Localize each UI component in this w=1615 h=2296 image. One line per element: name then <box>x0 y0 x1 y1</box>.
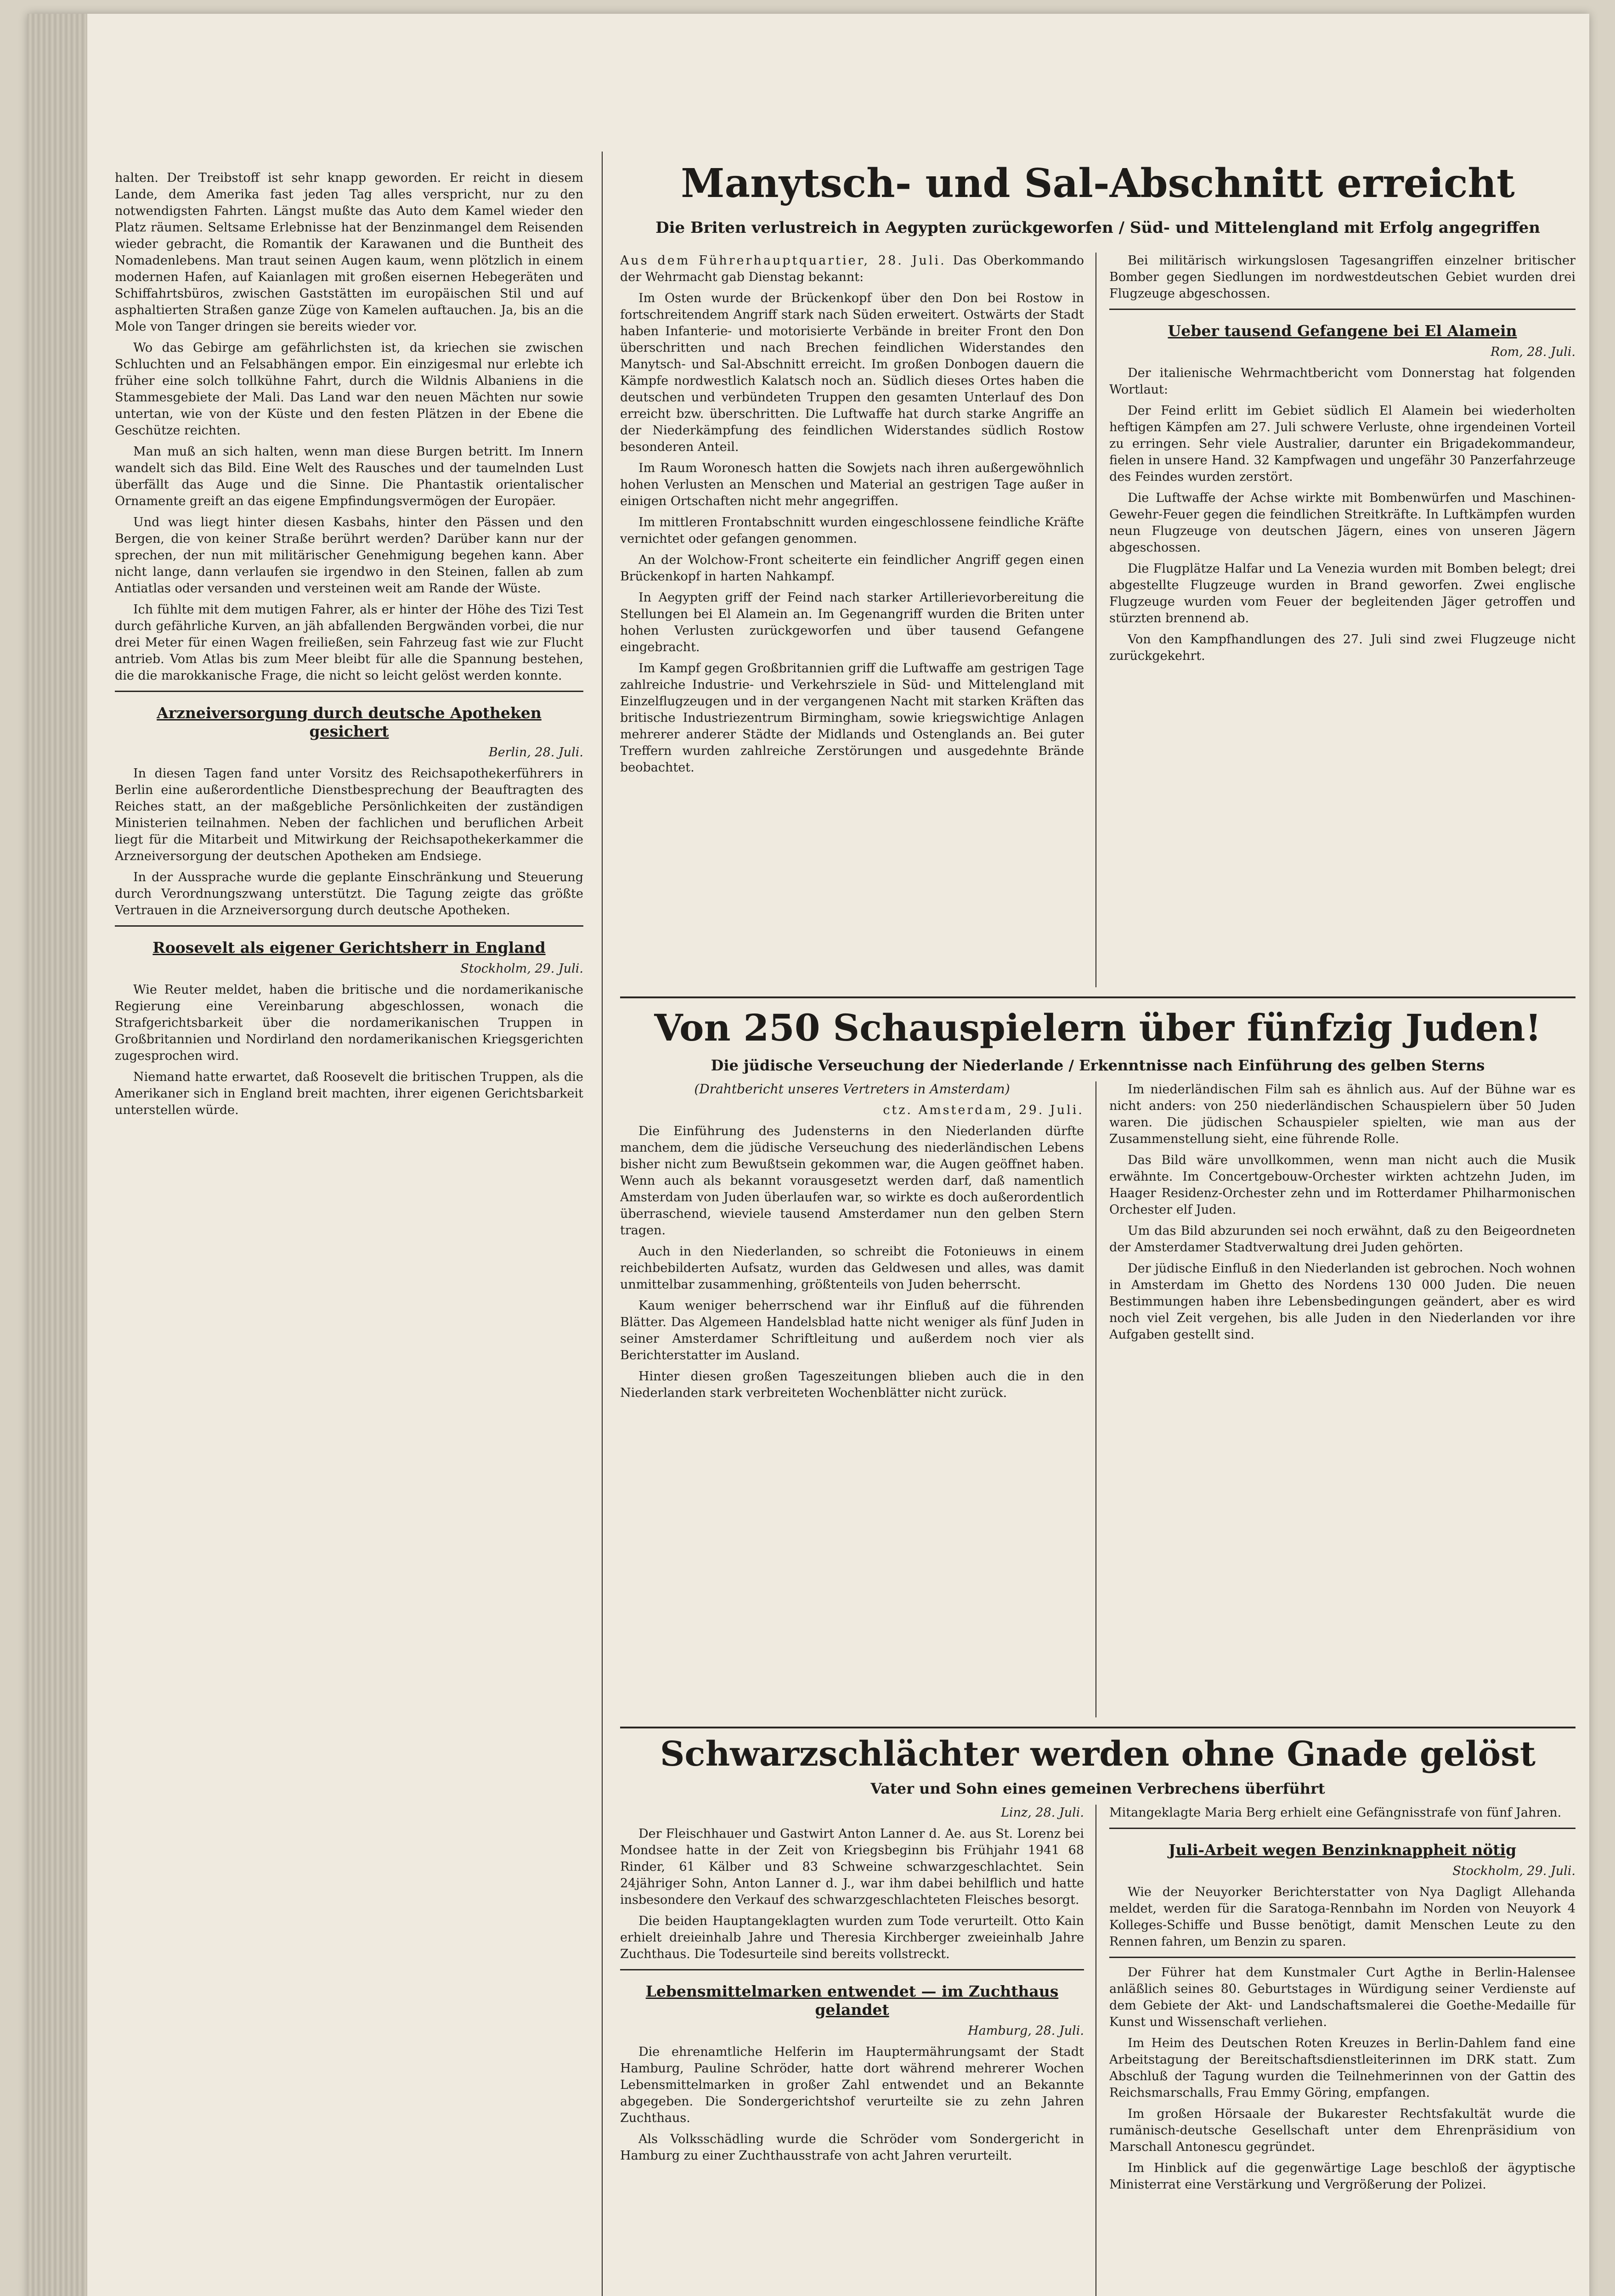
juli-headline: Juli-Arbeit wegen Benzinknappheit nötig <box>1168 1841 1517 1859</box>
news-note: Im großen Hörsaale der Bukarester Rechtsfakultät wurde die rumänisch-deutsche Gesellschaft unter dem Ehrenpräsidium von Marschall Antonescu gegründet. <box>1109 2107 1575 2154</box>
divider <box>620 1969 1084 1970</box>
left-paragraph: Man muß an sich halten, wenn man diese Burgen betritt. Im Innern wandelt sich das Bild. Eine Welt des Rausches und der taumelnden Lust überfällt das Auge und die Sinne. Die Phantastik orientalischer Ornamente greift an das eigene Empfindungsvermögen der Europäer. <box>115 445 583 508</box>
juli-dateline: Stockholm, 29. Juli. <box>1452 1864 1575 1878</box>
divider <box>1109 1957 1575 1958</box>
divider <box>1109 309 1575 310</box>
column-rule <box>1095 1081 1096 1717</box>
main-paragraph: Das Oberkommando der Wehrmacht gab Dienstag bekannt: <box>620 253 1084 284</box>
lebensmittel-dateline: Hamburg, 28. Juli. <box>968 2024 1084 2038</box>
column-rule <box>602 152 603 2296</box>
divider <box>115 691 583 692</box>
schwarz-paragraph: Mitangeklagte Maria Berg erhielt eine Gefängnisstrafe von fünf Jahren. <box>1109 1806 1562 1820</box>
schwarz-column <box>620 1805 1084 2296</box>
divider <box>1109 1828 1575 1829</box>
juden-paragraph: Die Einführung des Judensterns in den Niederlanden dürfte manchem, dem die jüdische Verseuchung des niederländischen Lebens bisher nicht zum Bewußtsein gekommen war, die Augen geöffnet haben. Wenn auch als bekannt vorausgesetzt werden darf, daß namentlich Amsterdam von Juden überlaufen war, so wirkte es doch außerordentlich überraschend, wieviele tausend Amsterdamer nun den gelben Stern tragen. <box>620 1124 1084 1238</box>
main-dateline: Aus dem Führerhauptquartier, 28. Juli. <box>620 253 946 268</box>
main-paragraph: Bei militärisch wirkungslosen Tagesangriffen einzelner britischer Bomber gegen Siedlungen im nordwestdeutschen Gebiet wurden drei Flugzeuge abgeschossen. <box>1109 253 1575 301</box>
main-headline: Manytsch- und Sal-Abschnitt erreicht <box>681 160 1515 207</box>
roosevelt-paragraph: Niemand hatte erwartet, daß Roosevelt die britischen Truppen, als die Amerikaner sich in England breit machten, ihrer eigenen Gerichtsbarkeit unterstellen würde. <box>115 1070 583 1117</box>
main-subheadline: Die Briten verlustreich in Aegypten zurückgeworfen / Süd- und Mittelengland mit Erfolg angegriffen <box>655 219 1540 237</box>
juden-paragraph: Das Bild wäre unvollkommen, wenn man nicht auch die Musik erwähnte. Im Concertgebouw-Orchester wirkten achtzehn Juden, im Haager Residenz-Orchester zehn und im Rotterdamer Philharmonischen Orchester elf Juden. <box>1109 1153 1575 1217</box>
alamein-paragraph: Die Luftwaffe der Achse wirkte mit Bombenwürfen und Maschinen-Gewehr-Feuer gegen die feindlichen Streitkräfte. In Luftkämpfen wurden neun Flugzeuge von deutschen Jägern, eines von unseren Jägern abgeschossen. <box>1109 491 1575 555</box>
roosevelt-paragraph: Wie Reuter meldet, haben die britische und die nordamerikanische Regierung eine Vereinbarung abgeschlossen, wonach die Strafgerichtsbarkeit über die nordamerikanischen Truppen in Großbritannien und Nordirland den nordamerikanischen Kriegsgerichten zugesprochen wird. <box>115 983 583 1063</box>
juden-paragraph: Hinter diesen großen Tageszeitungen blieben auch die in den Niederlanden stark verbreiteten Wochenblätter nicht zurück. <box>620 1369 1084 1400</box>
alamein-paragraph: Die Flugplätze Halfar und La Venezia wurden mit Bomben belegt; drei abgestellte Flugzeuge wurden in Brand geworfen. Zwei englische Flugzeuge wurden vom Feuer der begleitenden Jäger getroffen und stürzten brennend ab. <box>1109 562 1575 625</box>
news-note: Im Heim des Deutschen Roten Kreuzes in Berlin-Dahlem fand eine Arbeitstagung der Bereitschaftsdienstleiterinnen im DRK statt. Zum Abschluß der Tagung wurden die Teilnehmerinnen von der Gattin des Reichsmarschalls, Frau Emmy Göring, empfangen. <box>1109 2036 1575 2100</box>
roosevelt-headline: Roosevelt als eigener Gerichtsherr in England <box>152 939 546 957</box>
left-paragraph: Wo das Gebirge am gefährlichsten ist, da kriechen sie zwischen Schluchten und an Felsabhängen empor. Ein einzigesmal nur erlebte ich früher eine solch tollkühne Fahrt, durch die Wildnis Albaniens in die Stammesgebiete der Mali. Das Land war den neuen Mächten nur sowie untertan, wie von der Küste und den festen Plätzen in der Ebene die Geschütze reichten. <box>115 341 583 438</box>
main-paragraph: Im Raum Woronesch hatten die Sowjets nach ihren außergewöhnlich hohen Verlusten an Menschen und Material an gestrigen Tage außer in einigen Ortschaften nicht mehr angegriffen. <box>620 461 1084 508</box>
left-paragraph: halten. Der Treibstoff ist sehr knapp geworden. Er reicht in diesem Lande, dem Amerika fast jeden Tag alles verspricht, nur zu den notwendigsten Fahrten. Längst mußte das Auto dem Kamel wieder den Platz räumen. Seltsame Erlebnisse hat der Benzinmangel dem Reisenden wieder gebracht, die Romantik der Karawanen und die Buntheit des Nomadenlebens. Man traut seinen Augen kaum, wenn plötzlich in einem modernen Hafen, auf Kaianlagen mit großen eisernen Hebegeräten und Schiffahrtsbüros, zwischen Gaststätten im europäischen Stil und auf asphaltierten Straßen ganze Züge von Kamelen auftauchen. Ja, bis an die Mole von Tanger dringen sie bereits wieder vor. <box>115 171 583 334</box>
left-paragraph: Ich fühlte mit dem mutigen Fahrer, als er hinter der Höhe des Tizi Test durch gefährliche Kurven, an jäh abfallenden Bergwänden vorbei, die nur drei Meter für einen Wagen freiließen, sein Fahrzeug fast wie zur Flucht antrieb. Vom Atlas bis zum Meer bleibt für alle die Spannung bestehen, die die marokkanische Frage, die nicht so leicht gelöst werden konnte. <box>115 602 583 683</box>
alamein-paragraph: Der Feind erlitt im Gebiet südlich El Alamein bei wiederholten heftigen Kämpfen am 27. Juli schwere Verluste, ohne irgendeinen Vorteil zu erringen. Sehr viele Australier, darunter ein Brigadekommandeur, fielen in unsere Hand. 32 Kampfwagen und ungefähr 30 Panzerfahrzeuge des Feindes wurden zerstört. <box>1109 404 1575 484</box>
right-bottom-column <box>1109 1805 1575 2296</box>
roosevelt-dateline: Stockholm, 29. Juli. <box>460 962 583 976</box>
schwarz-subheadline: Vater und Sohn eines gemeinen Verbrechens überführt <box>870 1780 1325 1797</box>
juden-paragraph: Um das Bild abzurunden sei noch erwähnt, daß zu den Beigeordneten der Amsterdamer Stadtverwaltung drei Juden gehörten. <box>1109 1224 1575 1255</box>
schwarz-paragraph: Die beiden Hauptangeklagten wurden zum Tode verurteilt. Otto Kain erhielt dreieinhalb Jahre und Theresia Kirchberger zweieinhalb Jahre Zuchthaus. Die Todesurteile sind bereits vollstreckt. <box>620 1914 1084 1961</box>
news-note: Der Führer hat dem Kunstmaler Curt Agthe in Berlin-Halensee anläßlich seines 80. Geburtstages in Würdigung seiner Verdienste auf dem Gebiete der Akt- und Landschaftsmalerei die Goethe-Medaille für Kunst und Wissenschaft verliehen. <box>1109 1965 1575 2029</box>
main-paragraph: Im Kampf gegen Großbritannien griff die Luftwaffe am gestrigen Tage zahlreiche Industrie- und Verkehrsziele in Süd- und Mittelengland mit Einzelflugzeugen und in der vergangenen Nacht mit starken Kräften das britische Industriezentrum Birmingham, sowie kriegswichtige Anlagen mehrerer anderer Städte der Midlands und Ostenglands an. Bei guter Treffern wurden zahlreiche Zerstörungen und ausgedehnte Brände beobachtet. <box>620 661 1084 775</box>
section-rule <box>620 1727 1575 1728</box>
main-paragraph: An der Wolchow-Front scheiterte ein feindlicher Angriff gegen einen Brückenkopf in harten Nahkampf. <box>620 553 1084 584</box>
schwarz-headline: Schwarzschlächter werden ohne Gnade gelöst <box>660 1734 1536 1774</box>
main-paragraph: Im mittleren Frontabschnitt wurden eingeschlossene feindliche Kräfte vernichtet oder gefangen genommen. <box>620 515 1084 546</box>
lebensmittel-paragraph: Die ehrenamtliche Helferin im Hauptermährungsamt der Stadt Hamburg, Pauline Schröder, hatte dort während mehrerer Wochen Lebensmittelmarken in großer Zahl entwendet und an Bekannte abgegeben. Die Sondergerichtshof verurteilte sie zu zehn Jahren Zuchthaus. <box>620 2045 1084 2125</box>
page-binding <box>28 14 87 2296</box>
main-story-column-1 <box>620 253 1084 987</box>
column-rule <box>1095 1805 1096 2296</box>
juden-paragraph: Kaum weniger beherrschend war ihr Einfluß auf die führenden Blätter. Das Algemeen Handelsblad hatte nicht weniger als fünf Juden in seiner Amsterdamer Schriftleitung und außerdem noch vier als Berichterstatter im Ausland. <box>620 1299 1084 1362</box>
juden-subheadline: Die jüdische Verseuchung der Niederlande / Erkenntnisse nach Einführung des gelben Sterns <box>711 1057 1485 1074</box>
apotheken-dateline: Berlin, 28. Juli. <box>488 745 583 760</box>
juden-column-2 <box>1109 1081 1575 1717</box>
schwarz-paragraph: Der Fleischhauer und Gastwirt Anton Lanner d. Ae. aus St. Lorenz bei Mondsee hatte in der Zeit von Kriegsbeginn bis Frühjahr 1941 68 Rinder, 61 Kälber und 83 Schweine schwarzgeschlachtet. Sein 24jähriger Sohn, Anton Lanner d. J., war ihm dabei behilflich und hatte insbesondere den Verkauf des schwarzgeschlachteten Fleisches besorgt. <box>620 1827 1084 1907</box>
apotheken-paragraph: In diesen Tagen fand unter Vorsitz des Reichsapothekerführers in Berlin eine außerordentliche Dienstbesprechung der Beauftragten des Reiches statt, an der maßgebliche Persönlichkeiten der zuständigen Ministerien teilnahmen. Neben der fachlichen und beruflichen Arbeit liegt für die Mitarbeit und Mitwirkung der Reichsapothekerkammer die Arzneiversorgung der deutschen Apotheken am Endsiege. <box>115 766 583 863</box>
main-paragraph: In Aegypten griff der Feind nach starker Artillerievorbereitung die Stellungen bei El Alamein an. Im Gegenangriff wurden die Briten unter hohen Verlusten zurückgeworfen und über tausend Gefangene eingebracht. <box>620 591 1084 654</box>
news-note: Im Hinblick auf die gegenwärtige Lage beschloß der ägyptische Ministerrat eine Verstärkung und Vergrößerung der Polizei. <box>1109 2161 1575 2192</box>
juden-headline: Von 250 Schauspielern über fünfzig Juden! <box>654 1006 1542 1049</box>
main-story-column-2 <box>1109 253 1575 987</box>
juden-paragraph: Der jüdische Einfluß in den Niederlanden ist gebrochen. Noch wohnen in Amsterdam im Ghetto des Nordens 130 000 Juden. Die neuen Bestimmungen haben ihre Lebensbedingungen geändert, aber es wird noch viel Zeit vergehen, bis alle Juden in den Niederlanden vor ihre Aufgaben gestellt sind. <box>1109 1261 1575 1342</box>
schwarz-dateline: Linz, 28. Juli. <box>1001 1806 1084 1820</box>
juli-paragraph: Wie der Neuyorker Berichterstatter von Nya Dagligt Allehanda meldet, werden für die Saratoga-Rennbahn im Norden von Neuyork 4 Kolleges-Schiffe und Busse benötigt, damit Menschen Leute zu den Rennen fahren, um Benzin zu sparen. <box>1109 1885 1575 1949</box>
left-paragraph: Und was liegt hinter diesen Kasbahs, hinter den Pässen und den Bergen, die von keiner Straße berührt werden? Darüber kann nur der sprechen, der nun mit militärischer Genehmigung begehen kann. Aber nicht lange, dann verlaufen sie irgendwo in den Steinen, fallen ab zum Antiatlas oder versanden und versteinen weit am Rande der Wüste. <box>115 515 583 596</box>
juden-paragraph: Im niederländischen Film sah es ähnlich aus. Auf der Bühne war es nicht anders: von 250 niederländischen Schauspielern über 50 Juden waren. Die jüdischen Schauspieler spielten, wie man aus der Zusammenstellung sieht, eine führende Rolle. <box>1109 1082 1575 1146</box>
main-paragraph: Im Osten wurde der Brückenkopf über den Don bei Rostow in fortschreitendem Angriff stark nach Süden erweitert. Ostwärts der Stadt haben Infanterie- und motorisierte Verbände in breiter Front den Don überschritten und nach Brechen feindlichen Widerstandes den Manytsch- und Sal-Abschnitt erreicht. Im großen Donbogen dauern die Kämpfe nordwestlich Kalatsch noch an. Südlich dieses Ortes haben die deutschen und verbündeten Truppen den gesamten Unterlauf des Don erreicht bzw. überschritten. Die Luftwaffe hat durch starke Angriffe an der Niederkämpfung des feindlichen Widerstandes südlich Rostow besonderen Anteil. <box>620 291 1084 454</box>
juden-dateline: ctz. Amsterdam, 29. Juli. <box>883 1103 1084 1117</box>
column-rule <box>1095 253 1096 987</box>
section-rule <box>620 996 1575 998</box>
lebensmittel-paragraph: Als Volksschädling wurde die Schröder vom Sondergericht in Hamburg zu einer Zuchthausstrafe von acht Jahren verurteilt. <box>620 2132 1084 2163</box>
divider <box>115 925 583 927</box>
newspaper-page <box>28 14 1589 2296</box>
alamein-headline: Ueber tausend Gefangene bei El Alamein <box>1168 322 1517 340</box>
lebensmittel-headline: Lebensmittelmarken entwendet — im Zuchthaus gelandet <box>645 1982 1059 2019</box>
apotheken-paragraph: In der Aussprache wurde die geplante Einschränkung und Steuerung durch Verordnungszwang unterstützt. Die Tagung zeigte das größte Vertrauen in die Arzneiversorgung durch deutsche Apotheken. <box>115 870 583 917</box>
left-column <box>115 170 583 2296</box>
alamein-dateline: Rom, 28. Juli. <box>1491 345 1575 359</box>
alamein-paragraph: Von den Kampfhandlungen des 27. Juli sind zwei Flugzeuge nicht zurückgekehrt. <box>1109 632 1575 663</box>
juden-paragraph: Auch in den Niederlanden, so schreibt die Fotonieuws in einem reichbebilderten Aufsatz, wurden das Geldwesen und alles, was damit unmittelbar zusammenhing, größtenteils von Juden beherrscht. <box>620 1244 1084 1292</box>
apotheken-headline: Arzneiversorgung durch deutsche Apotheken gesichert <box>157 704 542 740</box>
alamein-paragraph: Der italienische Wehrmachtbericht vom Donnerstag hat folgenden Wortlaut: <box>1109 366 1575 397</box>
juden-byline: (Drahtbericht unseres Vertreters in Amsterdam) <box>694 1081 1010 1097</box>
juden-column-1 <box>620 1102 1084 1717</box>
